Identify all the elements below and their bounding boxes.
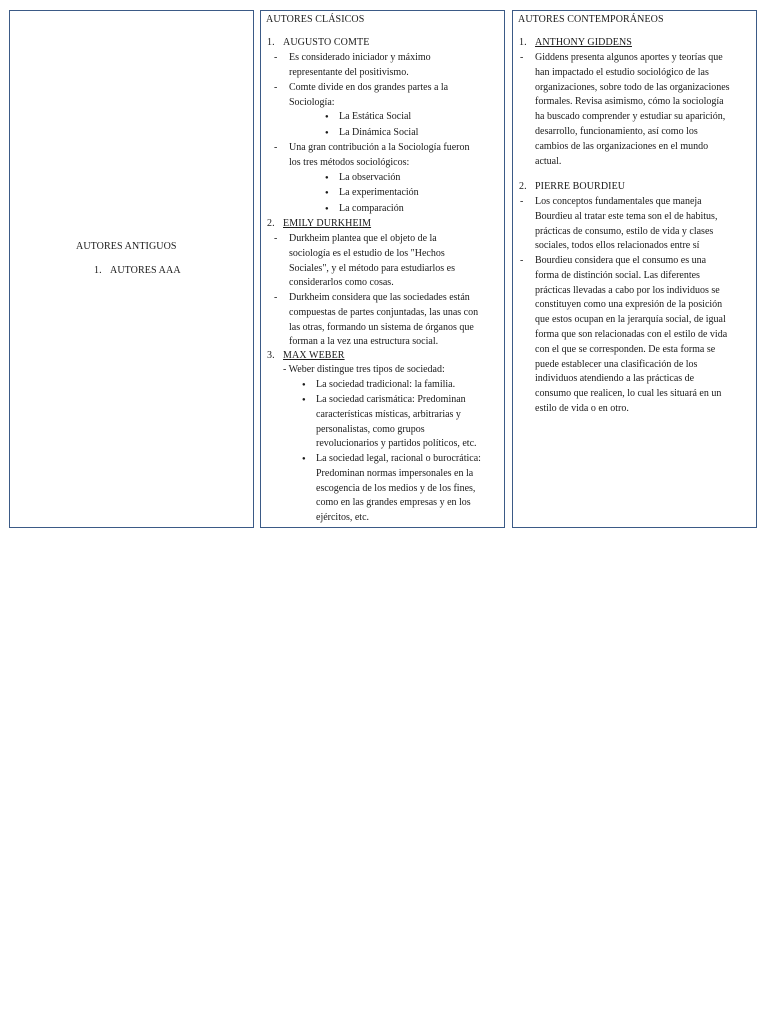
author-name-comte: AUGUSTO COMTE: [283, 37, 370, 48]
heading-contemporaneos: AUTORES CONTEMPORÁNEOS: [518, 14, 664, 25]
subbullet-experimentacion: ● La experimentación: [339, 186, 419, 201]
list-number: 1.: [94, 265, 102, 276]
weber-intro: - Weber distingue tres tipos de sociedad:: [283, 364, 445, 375]
subbullet-tradicional: ● La sociedad tradicional: la familia.: [316, 378, 455, 393]
subbullet-legal: ● La sociedad legal, racional o burocrática: Predominan normas impersonales en la escogencia de los medios y de los fines, como en las grandes empresas y en los ejércitos, etc.: [316, 452, 481, 526]
list-number: 1.: [519, 37, 527, 48]
column-clasicos: [260, 10, 505, 528]
list-number: 3.: [267, 350, 275, 361]
list-number: 2.: [267, 218, 275, 229]
author-name-bourdieu: PIERRE BOURDIEU: [535, 181, 626, 192]
author-name-durkheim: EMILY DURKHEIM: [283, 218, 372, 229]
bullet-durkheim-2: - Durkheim considera que las sociedades están compuestas de partes conjuntadas, las unas con las otras, formando un sistema de órganos que forman a la vez una estructura social.: [289, 291, 478, 350]
subbullet-observacion: ● La observación: [339, 171, 400, 186]
author-name-giddens: ANTHONY GIDDENS: [535, 37, 632, 48]
author-name-weber: MAX WEBER: [283, 350, 345, 361]
bullet-giddens-1: - Giddens presenta algunos aportes y teorías que han impactado el estudio sociológico de las organizaciones, sobre todo de las organizaciones formales. Revisa asimismo, cómo la sociología ha buscado comprender y estudiar su aparición, desarrollo, funcionamiento, así como los cambios de las organizaciones en el mundo actual.: [535, 51, 730, 169]
list-number: 2.: [519, 181, 527, 192]
column-contemporaneos: [512, 10, 757, 528]
subbullet-comparacion: ● La comparación: [339, 202, 404, 217]
subbullet-carismatica: ● La sociedad carismática: Predominan características místicas, arbitrarias y personalistas, como grupos revolucionarios y partidos políticos, etc.: [316, 393, 477, 452]
column-antiguos: [9, 10, 254, 528]
subbullet-estatica: ● La Estática Social: [339, 110, 411, 125]
bullet-bourdieu-2: - Bourdieu considera que el consumo es una forma de distinción social. Las diferentes prácticas llevadas a cabo por los individuos se constituyen como una expresión de la posición que estos ocupan en la jerarquía social, de igual forma que son relacionadas con el estilo de vida con el que se corresponden. De esta forma se puede establecer una clasificación de los individuos atendiendo a las prácticas de consumo que realicen, lo cual les situará en un estilo de vida o en otro.: [535, 254, 727, 417]
bullet-durkheim-1: - Durkheim plantea que el objeto de la sociología es el estudio de los "Hechos Sociales", y el método para estudiarlos es considerarlos como cosas.: [289, 232, 455, 291]
heading-antiguos: AUTORES ANTIGUOS: [76, 241, 177, 252]
heading-clasicos: AUTORES CLÁSICOS: [266, 14, 365, 25]
bullet-comte-3: - Una gran contribución a la Sociología fueron los tres métodos sociológicos:: [289, 141, 470, 171]
list-number: 1.: [267, 37, 275, 48]
subbullet-dinamica: ● La Dinámica Social: [339, 126, 418, 141]
bullet-comte-1: - Es considerado iniciador y máximo representante del positivismo.: [289, 51, 431, 81]
item-autores-aaa: AUTORES AAA: [110, 265, 181, 276]
bullet-bourdieu-1: - Los conceptos fundamentales que maneja Bourdieu al tratar este tema son el de habitus, prácticas de consumo, estilo de vida y clases sociales, todos ellos relacionados entre sí: [535, 195, 717, 254]
bullet-comte-2: - Comte divide en dos grandes partes a la Sociología:: [289, 81, 448, 111]
